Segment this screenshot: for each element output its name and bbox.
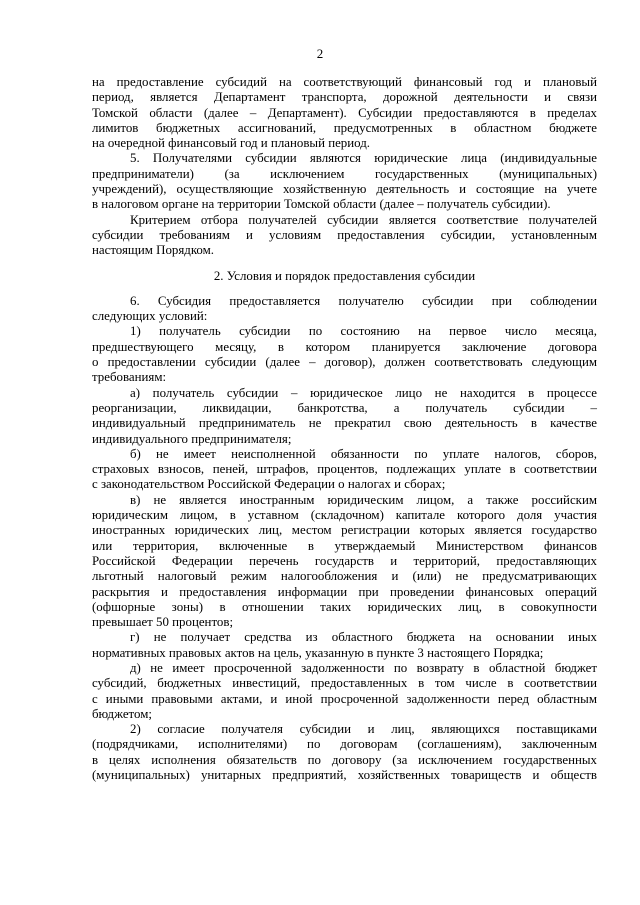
text-line: в целях исполнения обязательств по договору (за исключением государственных (92, 752, 597, 767)
paragraph (92, 386, 597, 447)
text-line: 5. Получателями субсидии являются юридические лица (индивидуальные (130, 151, 597, 166)
text-line: льготный налоговый режим налогообложения и (или) не предусматривающих (92, 569, 597, 584)
text-line: Российской Федерации перечень государств и территорий, предоставляющих (92, 553, 597, 568)
paragraph (92, 447, 597, 493)
text-line: г) не получает средства из областного бюджета на основании иных (130, 630, 597, 645)
text-line: иностранных юридических лиц, местом регистрации которых является государство (92, 523, 597, 538)
text-line: в налоговом органе на территории Томской области (далее – получатель субсидии). (92, 197, 551, 212)
text-line: 1) получатель субсидии по состоянию на первое число месяца, (130, 324, 597, 339)
paragraph (92, 722, 597, 783)
text-line: индивидуальный предприниматель не прекратил свою деятельность в качестве (92, 416, 597, 431)
text-line: юридическим лицом, в уставном (складочном) капитале которого доля участия (92, 508, 597, 523)
text-line: период, является Департамент транспорта, дорожной деятельности и связи (92, 90, 597, 105)
text-line: требованиям: (92, 370, 167, 385)
text-line: о предоставлении субсидии (далее – договор), должен соответствовать следующим (92, 355, 597, 370)
paragraph (92, 151, 597, 212)
text-line: а) получатель субсидии – юридическое лицо не находится в процессе (130, 385, 597, 400)
text-line: раскрытия и предоставления информации при проведении финансовых операций (92, 584, 597, 599)
paragraph (92, 324, 597, 385)
text-line: (офшорные зоны) в отношении таких юридических лиц, в совокупности (92, 599, 597, 614)
paragraph (92, 294, 597, 325)
text-line: (муниципальных) унитарных предприятий, хозяйственных товариществ и обществ (92, 768, 597, 783)
text-line: с законодательством Российской Федерации о налогах и сборах; (92, 477, 446, 492)
text-line: б) не имеет неисполненной обязанности по уплате налогов, сборов, (130, 446, 597, 461)
section-heading: 2. Условия и порядок предоставления субсидии (213, 268, 476, 283)
text-line: на очередной финансовый год и плановый период. (92, 136, 371, 151)
text-line: в) не является иностранным юридическим лицом, а также российским (130, 492, 597, 507)
text-line: Критерием отбора получателей субсидии является соответствие получателей (130, 212, 597, 227)
text-line: д) не имеет просроченной задолженности по возврату в областной бюджет (130, 660, 597, 675)
paragraph (92, 661, 597, 722)
text-line: следующих условий: (92, 309, 208, 324)
text-line: учреждений), осуществляющие хозяйственную деятельность и состоящие на учете (92, 182, 597, 197)
paragraph (92, 493, 597, 631)
text-line: реорганизации, ликвидации, банкротства, а получатель субсидии – (92, 400, 597, 415)
paragraph (92, 630, 597, 661)
text-line: лимитов бюджетных ассигнований, предусмотренных в областном бюджете (92, 120, 597, 135)
text-line: 2) согласие получателя субсидии и лиц, являющихся поставщиками (130, 722, 597, 737)
text-line: предшествующего месяцу, в котором планируется заключение договора (92, 339, 597, 354)
text-line: бюджетом; (92, 706, 152, 721)
text-line: или территория, включенные в утверждаемый Министерством финансов (92, 538, 597, 553)
document-body (92, 75, 597, 783)
text-line: с иными правовыми актами, и иной просроченной задолженности перед областным (92, 691, 597, 706)
page-number: 2 (316, 46, 324, 61)
text-line: предприниматели) (за исключением государственных (муниципальных) (92, 166, 597, 181)
text-line: субсидии требованиям и условиям предоставления субсидии, установленным (92, 227, 597, 242)
paragraph (92, 75, 597, 151)
paragraph (92, 213, 597, 259)
text-line: (подрядчиками, исполнителями) по договорам (соглашениям), заключенным (92, 737, 597, 752)
text-line: страховых взносов, пеней, штрафов, процентов, подлежащих уплате в соответствии (92, 462, 597, 477)
text-line: 6. Субсидия предоставляется получателю субсидии при соблюдении (130, 293, 597, 308)
text-line: субсидий, бюджетных инвестиций, предоставленных в том числе в соответствии (92, 676, 597, 691)
text-line: Томской области (далее – Департамент). Субсидии предоставляются в пределах (92, 105, 597, 120)
text-line: индивидуального предпринимателя; (92, 431, 292, 446)
text-line: нормативных правовых актов на цель, указанную в пункте 3 настоящего Порядка; (92, 645, 544, 660)
text-line: настоящим Порядком. (92, 243, 215, 258)
text-line: превышает 50 процентов; (92, 615, 234, 630)
text-line: на предоставление субсидий на соответствующий финансовый год и плановый (92, 75, 597, 89)
